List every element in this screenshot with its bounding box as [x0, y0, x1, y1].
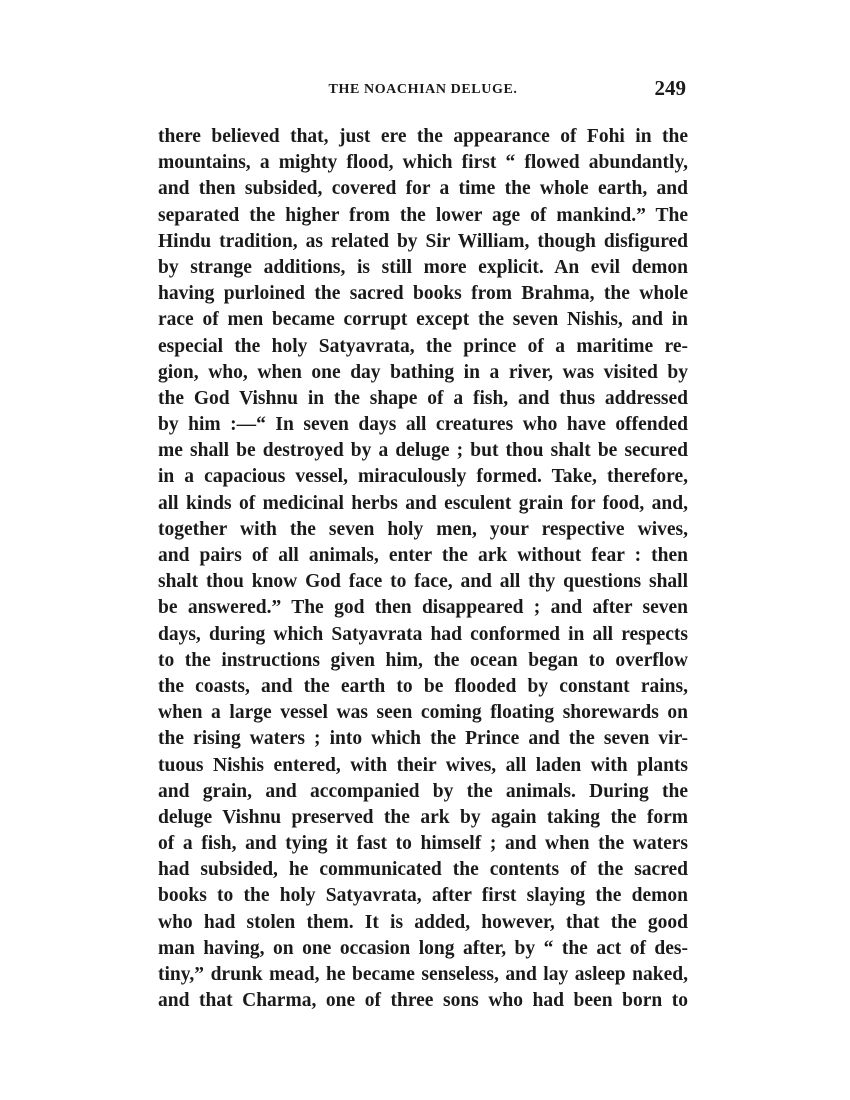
text-line: tuous Nishis entered, with their wives, all laden with plants: [158, 754, 688, 776]
text-line: by strange additions, is still more explicit. An evil demon: [158, 256, 688, 278]
text-line: there believed that, just ere the appearance of Fohi in the: [158, 126, 688, 147]
text-line: gion, who, when one day bathing in a river, was visited by: [158, 361, 688, 383]
running-title: THE NOACHIAN DELUGE.: [328, 82, 518, 97]
text-line: had subsided, he communicated the contents of the sacred: [158, 859, 688, 881]
text-line: deluge Vishnu preserved the ark by again taking the form: [158, 806, 688, 828]
text-line: of a fish, and tying it fast to himself ; and when the waters: [158, 833, 688, 855]
text-line: and that Charma, one of three sons who had been born to: [158, 990, 688, 1012]
text-line: shalt thou know God face to face, and all thy questions shall: [158, 571, 688, 593]
text-line: having purloined the sacred books from Brahma, the whole: [158, 283, 688, 305]
text-line: the coasts, and the earth to be flooded by constant rains,: [158, 675, 688, 697]
text-line: separated the higher from the lower age of mankind.” The: [158, 204, 688, 226]
text-line: to the instructions given him, the ocean began to overflow: [158, 649, 688, 671]
text-line: man having, on one occasion long after, by “ the act of des-: [158, 937, 688, 959]
text-line: tiny,” drunk mead, he became senseless, and lay asleep naked,: [158, 964, 688, 985]
text-line: the rising waters ; into which the Prince and the seven vir-: [158, 728, 688, 750]
text-line: together with the seven holy men, your respective wives,: [158, 518, 688, 540]
text-line: by him :—“ In seven days all creatures who have offended: [158, 414, 688, 436]
running-head: [158, 76, 688, 106]
text-line: race of men became corrupt except the seven Nishis, and in: [158, 309, 688, 331]
text-line: Hindu tradition, as related by Sir William, though disfigured: [158, 230, 688, 252]
text-line: especial the holy Satyavrata, the prince of a maritime re-: [158, 335, 688, 357]
page-number: 249: [654, 76, 686, 100]
text-line: be answered.” The god then disappeared ; and after seven: [158, 597, 688, 619]
text-line: all kinds of medicinal herbs and esculent grain for food, and,: [158, 492, 688, 514]
text-line: days, during which Satyavrata had conformed in all respects: [158, 623, 688, 645]
body-text: [158, 124, 688, 1014]
text-line: when a large vessel was seen coming floating shorewards on: [158, 702, 688, 724]
text-line: and then subsided, covered for a time the whole earth, and: [158, 178, 688, 200]
text-line: the God Vishnu in the shape of a fish, and thus addressed: [158, 387, 688, 409]
text-line: books to the holy Satyavrata, after first slaying the demon: [158, 885, 688, 907]
text-line: and pairs of all animals, enter the ark without fear : then: [158, 545, 688, 566]
text-line: in a capacious vessel, miraculously formed. Take, therefore,: [158, 466, 688, 488]
text-line: me shall be destroyed by a deluge ; but thou shalt be secured: [158, 440, 688, 462]
text-line: who had stolen them. It is added, however, that the good: [158, 911, 688, 933]
text-line: and grain, and accompanied by the animals. During the: [158, 780, 688, 802]
text-line: mountains, a mighty flood, which first “ flowed abundantly,: [158, 152, 688, 174]
